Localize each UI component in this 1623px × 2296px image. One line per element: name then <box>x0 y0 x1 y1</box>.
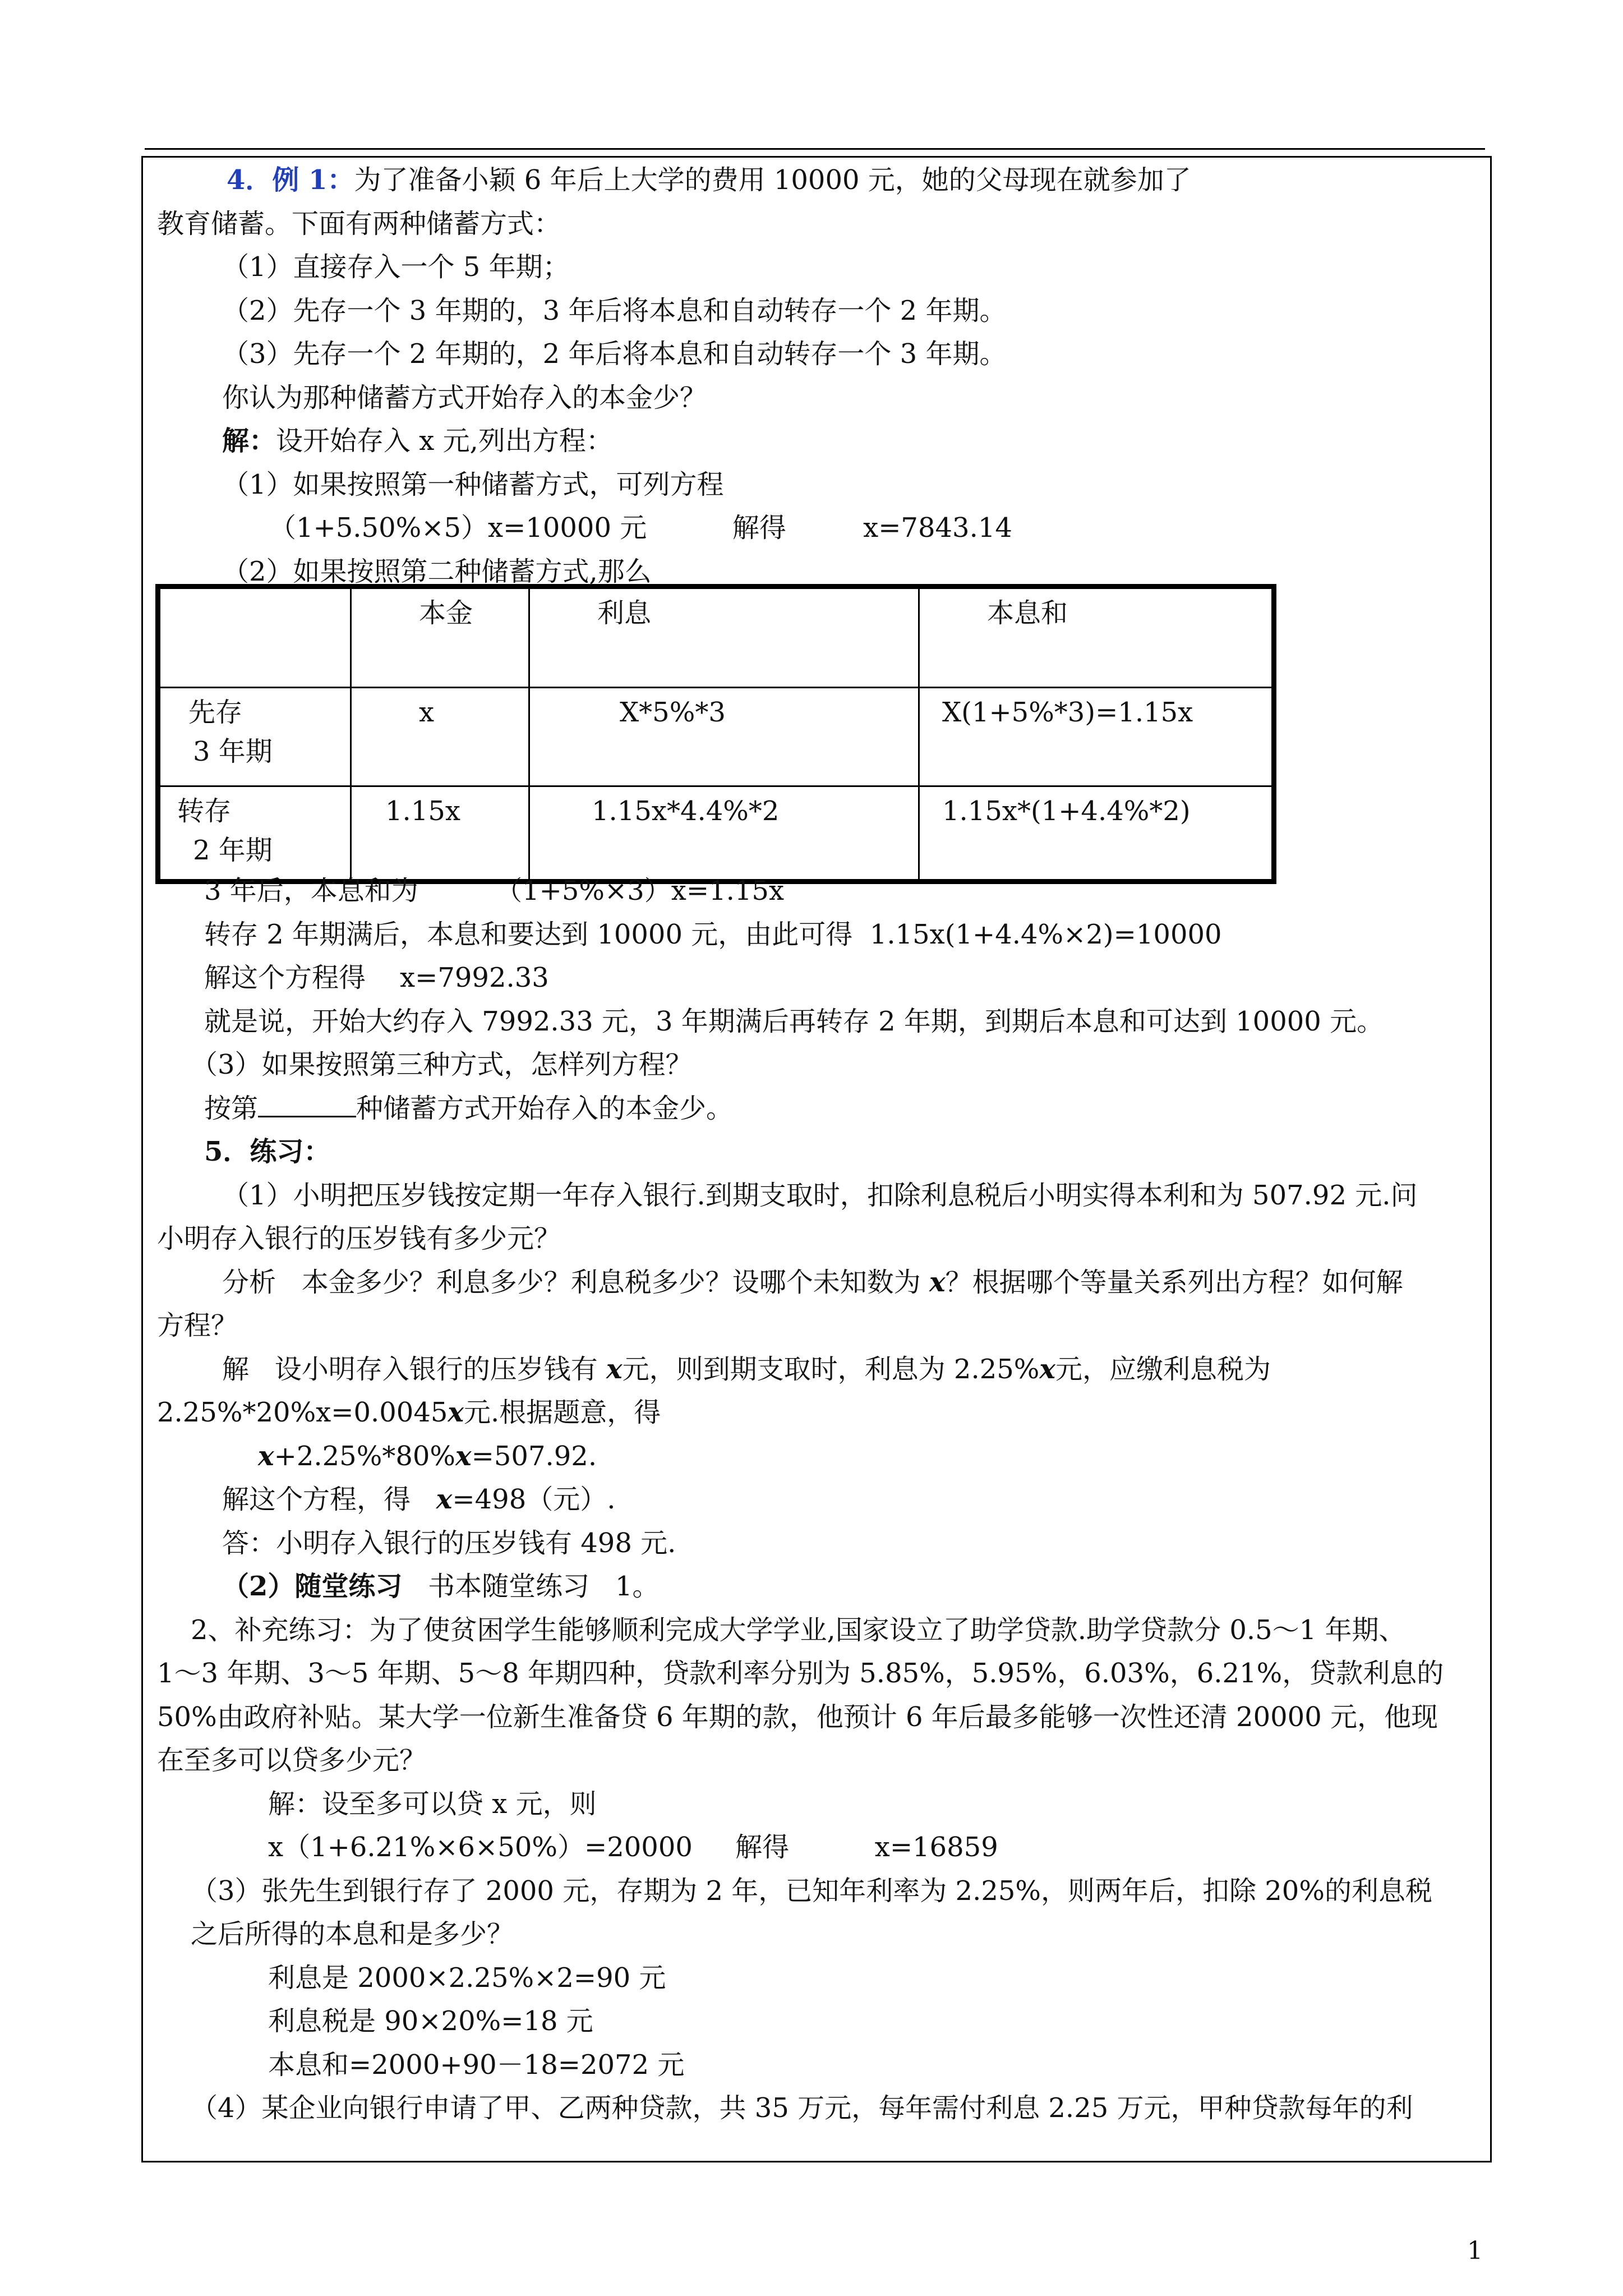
practice-3-c: 本息和=2000+90－18=2072 元 <box>268 2049 685 2081</box>
option-2: （2）先存一个 3 年期的，3 年后将本息和自动转存一个 2 年期。 <box>222 295 1007 326</box>
practice-heading: 5．练习： <box>204 1136 331 1167</box>
example-1-line: 4．例 1：为了准备小颖 6 年后上大学的费用 10000 元，她的父母现在就参加了 <box>227 164 1191 196</box>
solution-2-line-1: 解 设小明存入银行的压岁钱有 x元，则到期支取时，利息为 2.25%x元，应缴利息税为 <box>222 1353 1271 1385</box>
table-row <box>160 786 1272 880</box>
practice-4-line-1: （4）某企业向银行申请了甲、乙两种贷款，共 35 万元，每年需付利息 2.25 万元，甲种贷款每年的利 <box>191 2092 1413 2124</box>
table-header-row <box>160 588 1272 688</box>
answer-blank <box>258 1089 356 1117</box>
practice-2-line: （2）随堂练习 书本随堂练习 1。 <box>222 1571 660 1602</box>
case-2: （2）如果按照第二种储蓄方式,那么 <box>222 555 652 587</box>
table-cell: 1.15x <box>351 786 529 880</box>
row-label: 先存 3 年期 <box>160 688 351 786</box>
solution-intro: 解：设开始存入 x 元,列出方程： <box>222 425 613 457</box>
supplement-line-1: 2、补充练习：为了使贫困学生能够顺利完成大学学业,国家设立了助学贷款.助学贷款分 0.5～1 年期、 <box>191 1614 1406 1646</box>
table-cell: 1.15x*4.4%*2 <box>529 786 919 880</box>
table-header-cell: 利息 <box>529 588 919 688</box>
case-1: （1）如果按照第一种储蓄方式，可列方程 <box>222 468 724 500</box>
practice-3-a: 利息是 2000×2.25%×2=90 元 <box>268 1962 666 1994</box>
table-row <box>160 688 1272 786</box>
solution-2-line-2: 2.25%*20%x=0.0045x元.根据题意，得 <box>157 1397 661 1428</box>
supplement-line-4: 在至多可以贷多少元？ <box>157 1745 427 1776</box>
practice-3-line-1: （3）张先生到银行存了 2000 元，存期为 2 年，已知年利率为 2.25%，则两年后，扣除 20%的利息税 <box>191 1875 1432 1907</box>
supplement-equation: x（1+6.21%×6×50%）=20000 解得 x=16859 <box>268 1832 998 1863</box>
after-3-years: 3 年后，本息和为 （1+5%×3）x=1.15x <box>204 875 785 907</box>
question: 你认为那种储蓄方式开始存入的本金少？ <box>222 381 707 413</box>
row-label: 转存 2 年期 <box>160 786 351 880</box>
practice-1-line-2: 小明存入银行的压岁钱有多少元？ <box>157 1223 561 1254</box>
practice-3-b: 利息税是 90×20%=18 元 <box>268 2005 593 2037</box>
calculation-table <box>159 587 1273 881</box>
after-transfer: 转存 2 年期满后，本息和要达到 10000 元，由此可得 1.15x(1+4.4%×2)=10000 <box>204 918 1222 950</box>
table-header-cell <box>160 588 351 688</box>
option-3: （3）先存一个 2 年期的，2 年后将本息和自动转存一个 3 年期。 <box>222 338 1007 370</box>
document-body <box>157 159 1492 593</box>
example-1-heading: 4．例 1： <box>227 164 354 196</box>
supplement-solution: 解：设至多可以贷 x 元，则 <box>268 1788 597 1820</box>
answer: 答：小明存入银行的压岁钱有 498 元. <box>222 1527 676 1559</box>
practice-1-line-1: （1）小明把压岁钱按定期一年存入银行.到期支取时，扣除利息税后小明实得本利和为 507.92 元.问 <box>222 1179 1418 1211</box>
table-cell: 1.15x*(1+4.4%*2) <box>919 786 1272 880</box>
solve-2: 解这个方程，得 x=498（元）. <box>222 1484 616 1515</box>
table-header-cell: 本息和 <box>919 588 1272 688</box>
case-1-equation: （1+5.50%×5）x=10000 元 解得 x=7843.14 <box>269 512 1012 544</box>
equation-line: x+2.25%*80%x=507.92. <box>258 1440 597 1472</box>
example-1-line-2: 教育储蓄。下面有两种储蓄方式： <box>157 208 561 240</box>
table-cell: X(1+5%*3)=1.15x <box>919 688 1272 786</box>
supplement-line-3: 50%由政府补贴。某大学一位新生准备贷 6 年期的款，他预计 6 年后最多能够一次性还清 20000 元，他现 <box>157 1701 1438 1733</box>
case-3: （3）如果按照第三种方式，怎样列方程？ <box>191 1049 693 1080</box>
frame-bottom-border <box>141 2161 1492 2162</box>
supplement-line-2: 1～3 年期、3～5 年期、5～8 年期四种，贷款利率分别为 5.85%，5.95%，6.03%，6.21%，贷款利息的 <box>157 1658 1444 1689</box>
option-1: （1）直接存入一个 5 年期； <box>222 251 570 283</box>
table-cell: X*5%*3 <box>529 688 919 786</box>
document-body-2 <box>157 869 1492 2131</box>
fill-in-blank: 按第 种储蓄方式开始存入的本金少。 <box>157 1087 1492 1131</box>
header-rule <box>145 148 1485 150</box>
solve-equation: 解这个方程得 x=7992.33 <box>204 962 549 993</box>
table-header-cell: 本金 <box>351 588 529 688</box>
table-cell: x <box>351 688 529 786</box>
analysis-line-2: 方程？ <box>157 1310 238 1341</box>
meaning: 就是说，开始大约存入 7992.33 元，3 年期满后再转存 2 年期，到期后本息和可达到 10000 元。 <box>204 1005 1384 1037</box>
analysis-line-1: 分析 本金多少？利息多少？利息税多少？设哪个未知数为 x？根据哪个等量关系列出方程？如何解 <box>222 1266 1403 1298</box>
page-number: 1 <box>1467 2237 1483 2265</box>
practice-3-line-2: 之后所得的本息和是多少？ <box>191 1918 514 1950</box>
